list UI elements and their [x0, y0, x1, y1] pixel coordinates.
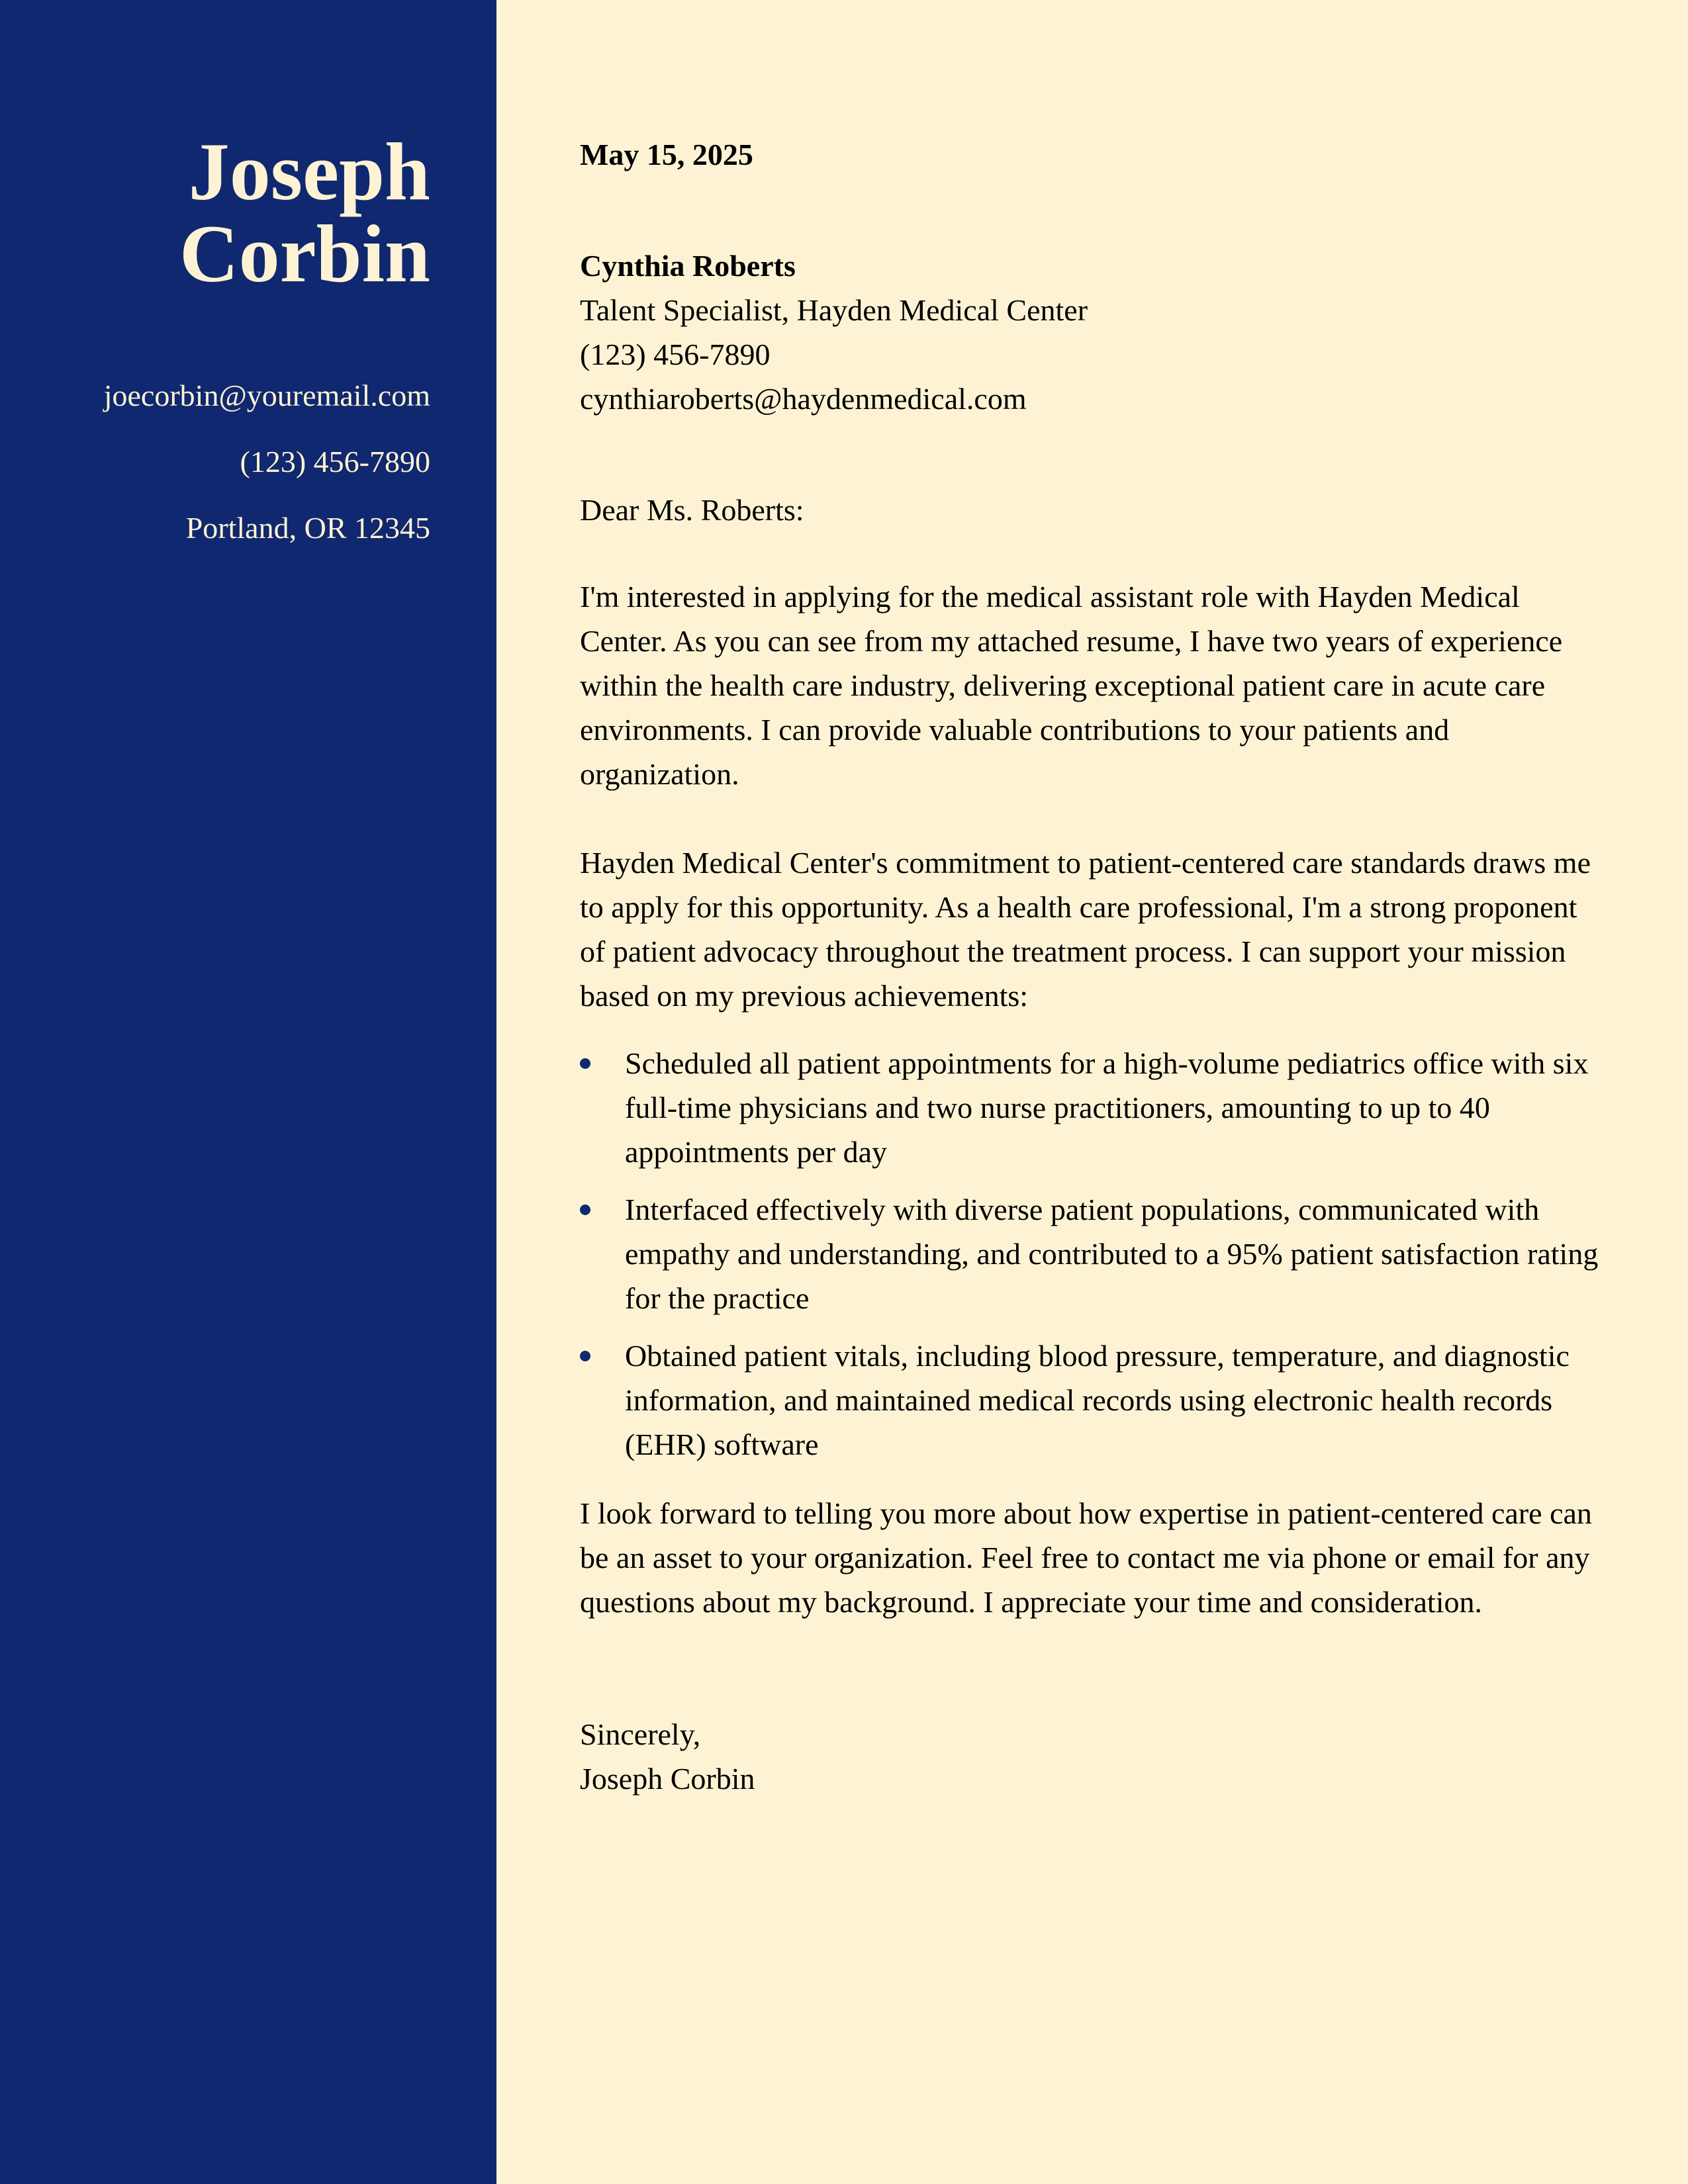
paragraph-intro: I'm interested in applying for the medical assistant role with Hayden Medical Center. As you can see from my attached resume, I have two years of experience within the health care industry, delivering exceptional patient care in acute care environments. I can provide valuable contributions to your patients and organization. [580, 580, 1563, 791]
recipient-email: cynthiaroberts@haydenmedical.com [580, 382, 1027, 416]
paragraph-motivation: Hayden Medical Center's commitment to patient-centered care standards draws me to apply for this opportunity. As a health care professional, I'm a strong proponent of patient advocacy throughout the treatment process. I can support your mission based on my previous achievements: [580, 846, 1591, 1013]
list-item-text: Interfaced effectively with diverse patient populations, communicated with empathy and understanding, and contributed to a 95% patient satisfaction rating for the practice [625, 1193, 1599, 1315]
bullet-dot-icon [580, 1351, 590, 1361]
bullet-dot-icon [580, 1205, 590, 1215]
closing-phrase: Sincerely, [580, 1717, 701, 1751]
sender-email: joecorbin@youremail.com [103, 379, 430, 412]
recipient-name: Cynthia Roberts [580, 249, 796, 283]
list-item [580, 1187, 1599, 1320]
letter-date: May 15, 2025 [580, 138, 753, 171]
sidebar [0, 0, 496, 2184]
sender-first-name: Joseph [188, 126, 430, 217]
sender-phone: (123) 456-7890 [240, 445, 430, 478]
recipient-phone: (123) 456-7890 [580, 338, 771, 371]
sender-name [179, 126, 430, 299]
salutation: Dear Ms. Roberts: [580, 493, 804, 527]
paragraph-closing: I look forward to telling you more about how expertise in patient-centered care can be an asset to your organization. Feel free to contact me via phone or email for any questions about my background. I appreciate your time and consideration. [580, 1496, 1592, 1619]
sender-last-name: Corbin [179, 208, 430, 299]
list-item [580, 1334, 1599, 1467]
signature-name: Joseph Corbin [580, 1762, 755, 1796]
list-item-text: Obtained patient vitals, including blood pressure, temperature, and diagnostic information, and maintained medical records using electronic health records (EHR) software [625, 1339, 1570, 1461]
recipient-title: Talent Specialist, Hayden Medical Center [580, 293, 1088, 327]
list-item-text: Scheduled all patient appointments for a high-volume pediatrics office with six full-time physicians and two nurse practitioners, amounting to up to 40 appointments per day [625, 1046, 1589, 1169]
sender-contact [104, 363, 430, 561]
achievements-list [580, 1041, 1599, 1480]
list-item [580, 1041, 1599, 1174]
bullet-dot-icon [580, 1058, 590, 1069]
sign-off [580, 1712, 755, 1801]
sender-location: Portland, OR 12345 [185, 511, 430, 545]
recipient-block [580, 244, 1088, 421]
